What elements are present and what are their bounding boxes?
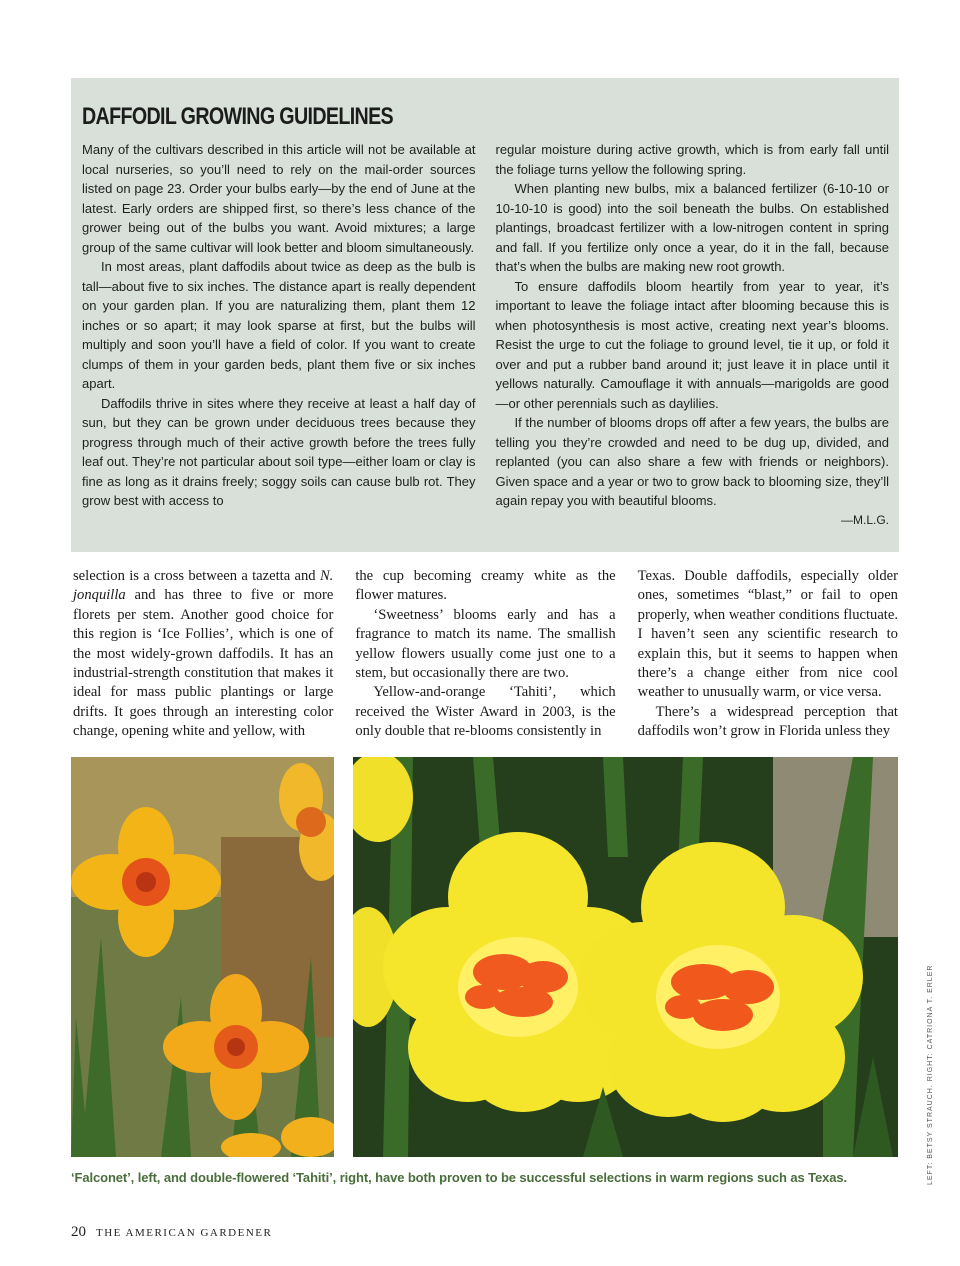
sidebar-paragraph: In most areas, plant daffodils about twice as deep as the bulb is tall—about five to six inches. The distance apart is really dependent on your garden plan. If you are naturalizing them, plant them 12 inches or so apart; it may look sparse at first, but the bulbs will multiply and soon you’ll have a field of color. If you want to create clumps of them in your garden beds, plant them five or six inches apart. bbox=[82, 259, 476, 391]
sidebar-signature: —M.L.G. bbox=[840, 512, 889, 527]
photo-caption: ‘Falconet’, left, and double-flowered ‘Tahiti’, right, have both proven to be successful selections in warm regions such as Texas. bbox=[71, 1170, 848, 1185]
sidebar-columns bbox=[82, 140, 889, 530]
article-paragraph: There’s a widespread perception that daffodils won’t grow in Florida unless they bbox=[637, 703, 898, 740]
article-paragraph bbox=[73, 567, 333, 742]
falconet-photo-illustration bbox=[71, 757, 334, 1157]
falconet-photo bbox=[71, 757, 334, 1157]
sidebar-paragraph: When planting new bulbs, mix a balanced fertilizer (6-10-10 or 10-10-10 is good) into the soil beneath the bulbs. On established plantings, broadcast fertilizer with a low-nitrogen content in spring and fall. If you fertilize only once a year, do it in the fall, because that’s when the bulbs are making new root growth. bbox=[495, 181, 889, 274]
sidebar-paragraph: Many of the cultivars described in this article will not be available at local nurseries, so you’ll need to rely on the mail-order sources listed on page 23. Order your bulbs early—by the end of June at the latest. Early orders are shipped first, so there’s less chance of the grower being out of the bulbs you want. Avoid mixtures; a large group of the same cultivar will look better and bloom simultaneously. bbox=[82, 142, 476, 255]
magazine-name: THE AMERICAN GARDENER bbox=[96, 1227, 273, 1239]
sidebar-paragraph: Daffodils thrive in sites where they receive at least a half day of sun, but they can be grown under deciduous trees because they progress through much of their active growth before the trees fully leaf out. They’re not particular about soil type—either loam or clay is fine as long as it drains freely; soggy soils can cause bulb rot. They grow best with access to bbox=[82, 395, 476, 508]
sidebar-box bbox=[71, 78, 899, 552]
photo-credit: LEFT: BETSY STRAUCH. RIGHT: CATRIONA T. ERLER bbox=[927, 964, 934, 1185]
article-paragraph: Texas. Double daffodils, especially older ones, sometimes “blast,” or fail to open properly, when weather conditions fluctuate. I haven’t seen any scientific research to explain this, but it seems to happen when there’s a change either from nice cool weather to unusually warm, or vice versa. bbox=[637, 568, 898, 701]
article-paragraph: the cup becoming creamy white as the flower matures. bbox=[355, 568, 616, 604]
article-column-1 bbox=[73, 567, 333, 742]
sidebar-paragraph: If the number of blooms drops off after a few years, the bulbs are telling you they’re crowded and need to be dug up, divided, and replanted (you can also share a few with friends or neighbors). Given space and a year or two to grow back to blooming size, they’ll again repay you with beautiful blooms. bbox=[495, 415, 889, 508]
article-text: selection is a cross between a tazetta and bbox=[73, 568, 320, 584]
sidebar-paragraph: regular moisture during active growth, which is from early fall until the foliage turns yellow the following spring. bbox=[495, 142, 889, 177]
sidebar-column-left bbox=[82, 140, 476, 530]
article-paragraph: ‘Sweetness’ blooms early and has a fragrance to match its name. The smallish yellow flowers usually come just one to a stem, but occasionally there are two. bbox=[355, 606, 616, 682]
article-column-3 bbox=[638, 567, 898, 742]
page-footer bbox=[71, 1224, 272, 1241]
article-column-2 bbox=[355, 567, 615, 742]
tahiti-photo-illustration bbox=[353, 757, 898, 1157]
tahiti-photo bbox=[353, 757, 898, 1157]
sidebar-paragraph: To ensure daffodils bloom heartily from year to year, it’s important to leave the foliage intact after blooming because this is when photosynthesis is most active, creating next year’s blooms. Resist the urge to cut the foliage to ground level, tie it up, or fold it over and put a rubber band around it; just leave it in place until it yellows naturally. Camouflage it with annuals—marigolds are good—or other perennials such as daylilies. bbox=[495, 278, 889, 411]
article-paragraph: Yellow-and-orange ‘Tahiti’, which received the Wister Award in 2003, is the only double that re-blooms consistently in bbox=[355, 684, 616, 740]
sidebar-column-right bbox=[496, 140, 890, 530]
article-text: and has three to five or more florets per stem. Another good choice for this region is ‘Ice Follies’, which is one of the most widely-grown daffodils. It has an industrial-strength constitution that makes it ideal for mass public plantings or large drifts. It goes through an interesting color change, opening white and yellow, with bbox=[73, 587, 334, 740]
article-italic-text: N. jonquilla bbox=[73, 568, 334, 604]
page-number: 20 bbox=[71, 1224, 86, 1240]
sidebar-title: DAFFODIL GROWING GUIDELINES bbox=[82, 103, 394, 130]
article-columns bbox=[73, 567, 898, 742]
